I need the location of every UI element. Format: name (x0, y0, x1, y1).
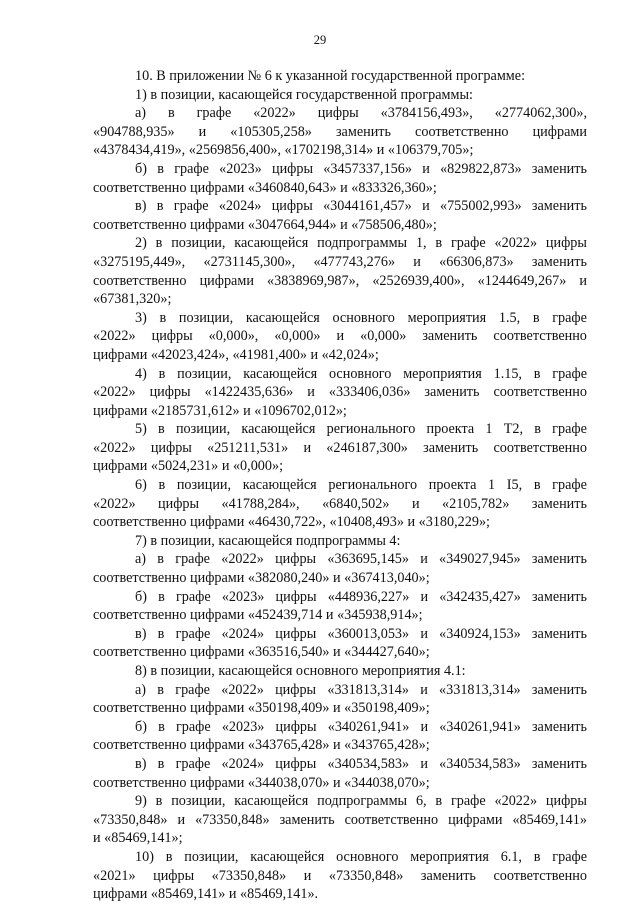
text-line: в) в графе «2024» цифры «360013,053» и «340924,153» заменить (135, 625, 587, 642)
text-line: б) в графе «2023» цифры «3457337,156» и «829822,873» заменить (135, 160, 587, 177)
text-line: цифрами «5024,231» и «0,000»; (93, 458, 284, 475)
text-line: соответственно цифрами «3460840,643» и «833326,360»; (93, 179, 437, 196)
text-line: цифрами «2185731,612» и «1096702,012»; (93, 402, 347, 419)
text-line: в) в графе «2024» цифры «340534,583» и «340534,583» заменить (135, 755, 587, 772)
text-line: и «85469,141»; (93, 830, 183, 847)
text-line: «2021» цифры «73350,848» и «73350,848» заменить соответственно (93, 867, 587, 884)
text-line: «73350,848» и «73350,848» заменить соответственно цифрами «85469,141» (93, 811, 587, 828)
text-line: соответственно цифрами «363516,540» и «344427,640»; (93, 644, 430, 661)
text-line: «3275195,449», «2731145,300», «477743,276» и «66306,873» заменить (93, 253, 587, 270)
text-line: б) в графе «2023» цифры «340261,941» и «340261,941» заменить (135, 718, 587, 735)
text-line: цифрами «85469,141» и «85469,141». (93, 886, 319, 903)
text-line: 9) в позиции, касающейся подпрограммы 6, в графе «2022» цифры (135, 793, 587, 810)
text-line: а) в графе «2022» цифры «3784156,493», «2774062,300», (135, 105, 587, 122)
text-line: 10. В приложении № 6 к указанной государственной программе: (135, 68, 526, 84)
text-line: 1) в позиции, касающейся государственной программы: (135, 86, 473, 103)
text-line: соответственно цифрами «452439,714 и «345938,914»; (93, 607, 423, 624)
text-line: 2) в позиции, касающейся подпрограммы 1, в графе «2022» цифры (135, 235, 587, 252)
document-body (93, 67, 587, 904)
text-line: а) в графе «2022» цифры «331813,314» и «331813,314» заменить (135, 681, 587, 698)
text-line: соответственно цифрами «344038,070» и «344038,070»; (93, 774, 430, 791)
text-line: «904788,935» и «105305,258» заменить соответственно цифрами (93, 123, 587, 140)
text-line: 3) в позиции, касающейся основного мероприятия 1.5, в графе (135, 309, 587, 326)
page-number: 29 (313, 33, 327, 47)
text-line: а) в графе «2022» цифры «363695,145» и «349027,945» заменить (135, 551, 587, 568)
text-line: цифрами «42023,424», «41981,400» и «42,024»; (93, 346, 379, 363)
text-line: 10) в позиции, касающейся основного мероприятия 6.1, в графе (135, 848, 587, 865)
text-line: 8) в позиции, касающейся основного мероприятия 4.1: (135, 663, 466, 679)
text-line: «4378434,419», «2569856,400», «1702198,314» и «106379,705»; (93, 142, 474, 159)
text-line: в) в графе «2024» цифры «3044161,457» и «755002,993» заменить (135, 198, 587, 215)
text-line: б) в графе «2023» цифры «448936,227» и «342435,427» заменить (135, 588, 587, 605)
text-line: соответственно цифрами «3047664,944» и «758506,480»; (93, 216, 437, 233)
text-line: соответственно цифрами «3838969,987», «2526939,400», «1244649,267» и (93, 272, 587, 289)
text-line: соответственно цифрами «382080,240» и «367413,040»; (93, 570, 430, 587)
text-line: 7) в позиции, касающейся подпрограммы 4: (135, 532, 401, 549)
text-line: «67381,320»; (93, 291, 172, 308)
text-line: «2022» цифры «0,000», «0,000» и «0,000» заменить соответственно (93, 328, 587, 345)
text-line: 5) в позиции, касающейся регионального проекта 1 Т2, в графе (135, 421, 587, 438)
text-line: 4) в позиции, касающейся основного мероприятия 1.15, в графе (135, 365, 587, 382)
text-line: соответственно цифрами «343765,428» и «343765,428»; (93, 737, 430, 754)
text-line: «2022» цифры «1422435,636» и «333406,036» заменить соответственно (93, 384, 587, 401)
text-line: 6) в позиции, касающейся регионального проекта 1 I5, в графе (135, 477, 587, 494)
text-line: соответственно цифрами «46430,722», «10408,493» и «3180,229»; (93, 514, 490, 531)
text-line: «2022» цифры «41788,284», «6840,502» и «2105,782» заменить (93, 495, 587, 512)
text-line: «2022» цифры «251211,531» и «246187,300» заменить соответственно (93, 439, 587, 456)
text-line: соответственно цифрами «350198,409» и «350198,409»; (93, 700, 430, 717)
